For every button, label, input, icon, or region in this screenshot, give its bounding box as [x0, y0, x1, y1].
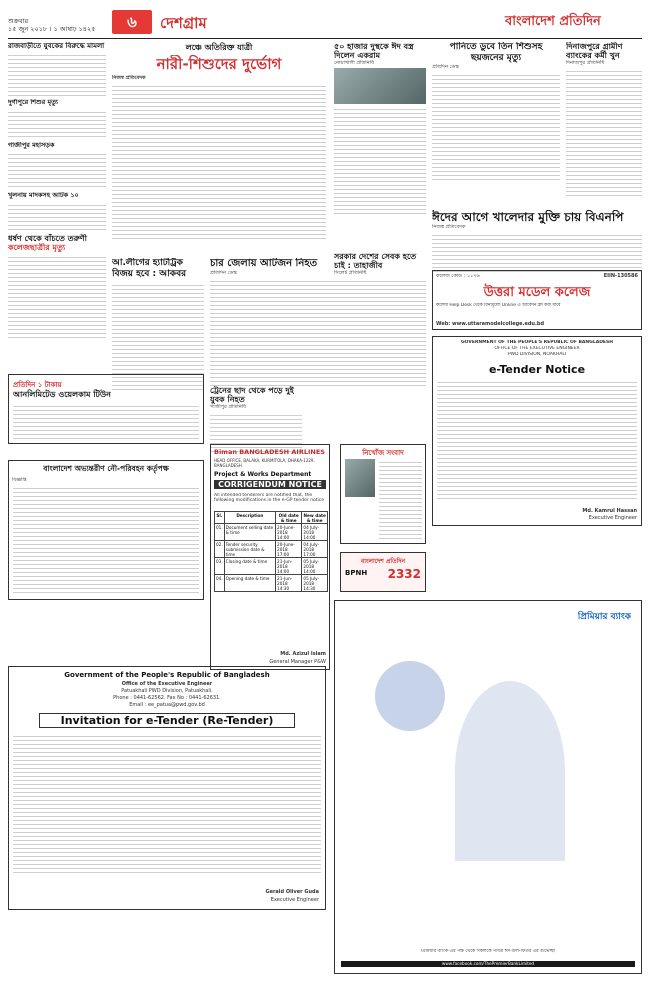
biman-cell-sl: 02. [215, 541, 225, 558]
biman-cell-sl: 01. [215, 524, 225, 541]
newspaper-logo: বাংলাদেশ প্রতিদিন [505, 14, 601, 29]
train-story [210, 386, 302, 452]
biman-cell-desc: Closing date & time [224, 558, 275, 575]
uttara-eiin: EIIN-130586 [603, 273, 638, 279]
top-story-body [112, 83, 326, 241]
bank-story [566, 42, 642, 198]
biman-cell-new: 04 July-2018 17:00 [302, 541, 328, 558]
eid-story-headline: ৫০ হাজার দুস্থকে ঈদ বস্ত্র দিলেন একরাম [334, 42, 414, 60]
bnp-story-headline: ঈদের আগে খালেদার মুক্তি চায় বিএনপি [432, 210, 624, 224]
etender-office: OFFICE OF THE EXECUTIVE ENGINEER [494, 346, 580, 351]
drown-story-headline: পানিতে ডুবে তিন শিশুসহ ছয়জনের মৃত্যু [449, 42, 543, 63]
invite-office: Office of the Executive Engineer [121, 681, 213, 687]
section-title: দেশগ্রাম [160, 14, 207, 32]
premier-bank-ad [334, 600, 642, 974]
bp-line1: বাংলাদেশ প্রতিদিন [360, 558, 406, 565]
premier-moon-icon [375, 661, 445, 731]
biman-sign: Md. Azizul Islam [280, 651, 326, 657]
navy-ad [8, 460, 204, 600]
tune-ad-table [13, 403, 199, 439]
train-story-byline: গাজীপুর প্রতিনিধি [210, 404, 246, 410]
etender-table [437, 379, 637, 499]
uttara-title: উত্তরা মডেল কলেজ [483, 285, 591, 300]
etender-gov: GOVERNMENT OF THE PEOPLE'S REPUBLIC OF BANGLADESH [460, 340, 614, 345]
issue-date: শুক্রবার ১৫ জুন ২০১৮ । ১ আষাঢ় ১৪২৫ [8, 17, 96, 33]
biman-cell-old: 21-Jun-2018 14:30 [276, 575, 302, 592]
uttara-tagline: কলেজ Help Desk থেকে বিনামূল্যে Online এ আবেদন ফ্রী করা যাবে [436, 303, 561, 308]
missing-title: নিখোঁজ সংবাদ [362, 449, 404, 457]
header-rule [8, 38, 642, 39]
invite-table [13, 733, 321, 873]
bp-number: 2332 [387, 567, 421, 581]
bp-line2: BPNH [345, 569, 368, 577]
bank-story-body [566, 68, 642, 198]
sheikh-story-body [334, 278, 426, 388]
etender-title: e-Tender Notice [488, 363, 586, 376]
drown-story [432, 42, 560, 182]
top-story-byline: নিজস্ব প্রতিবেদক [112, 75, 146, 81]
tune-ad [8, 374, 204, 444]
bank-story-headline: দিনাজপুরে গ্রামীণ ব্যাংকের কর্মী খুন [566, 42, 623, 60]
left-body-1 [8, 52, 106, 96]
sheikh-story-headline: সরকার দেশের সেবক হতে চাই : তাহাজীব [334, 252, 417, 270]
bnp-story-byline: নিজস্ব প্রতিবেদক [432, 224, 466, 230]
sheikh-story-byline: সিলেট প্রতিনিধি [334, 270, 367, 276]
eid-story-byline: নোয়াখালী প্রতিনিধি [334, 60, 374, 66]
navy-title: বাংলাদেশ অভ্যন্তরীণ নৌ-পরিবহন কর্তৃপক্ষ [43, 464, 169, 473]
charjela-story-headline: চার জেলায় আটজন নিহত [210, 258, 318, 269]
left-headline-1: রাজবাড়ীতে যুবকের বিরুদ্ধে মামলা [8, 42, 105, 50]
biman-cell-desc: Document selling date & time [224, 524, 275, 541]
missing-body [379, 459, 422, 539]
biman-table-row [215, 541, 328, 558]
left-body-4 [8, 202, 106, 230]
page-number: ৬ [112, 10, 152, 34]
biman-table: Sl. Description Old date & time New date & time 01. Document selling date & time 20-June-2018 14:00 04 July-2018 14:00 02. Tender security submission date & time 20-June-2018 17:00 04 July-2018 17:00 03. Closing date & time 21-Jun-2018 14:00 05 July-2018 14:00 04. Opening date & time 21-Jun-2018 14:30 05 July-2018 14:30 [216, 512, 326, 591]
invite-title: Invitation for e-Tender (Re-Tender) [39, 713, 295, 728]
uttara-web: Web: www.uttaramodelcollege.edu.bd [436, 321, 545, 327]
left-headline-4: খুলনায় মাদকসহ আটক ১০ [8, 192, 79, 199]
invite-sign: Gerald Oliver Guda [265, 889, 319, 895]
biman-cell-desc: Opening date & time [224, 575, 275, 592]
bp-ad [340, 552, 426, 592]
drown-story-byline: প্রতিদিন ডেস্ক [432, 64, 459, 70]
left-headline-5: ধর্ষণ থেকে বাঁচতে তরুণী [8, 233, 87, 243]
bnp-story [432, 210, 642, 272]
biman-cell-old: 20-June-2018 14:00 [276, 524, 302, 541]
biman-notice-title: CORRIGENDUM NOTICE [214, 480, 326, 489]
premier-illustration [455, 681, 565, 861]
uttara-ad [432, 270, 642, 330]
bnp-story-body [432, 232, 642, 272]
awami-story-headline: আ.লীগের হ্যাটট্রিক বিজয় হবে : আকবর [112, 258, 187, 279]
biman-body: All intended tenderers are notified that, the following modifications in the e-GP tender notice [214, 493, 325, 504]
train-story-headline: ট্রেনের ছাদ থেকে পড়ে দুই যুবক নিহত [210, 386, 294, 404]
left-body-2 [8, 109, 106, 139]
missing-photo [345, 459, 375, 497]
uttara-code: কলেজ কোড : ১১৭৬ [436, 273, 480, 279]
invite-email: Email : ee_patua@pwd.gov.bd [129, 702, 205, 708]
charjela-story-byline: প্রতিদিন ডেস্ক [210, 270, 237, 276]
eid-story-photo [334, 68, 426, 104]
biman-table-row [215, 558, 328, 575]
top-story-headline: নারী-শিশুদের দুর্ভোগ [156, 55, 282, 73]
biman-address: HEAD OFFICE, BALAKA, KURMITOLA, DHAKA-1229, BANGLADESH [214, 458, 315, 468]
bank-story-byline: দিনাজপুর প্রতিনিধি [566, 60, 605, 66]
left-body-5 [8, 254, 106, 340]
sheikh-story [334, 252, 426, 388]
navy-sub: বিজ্ঞপ্তি [12, 477, 27, 483]
left-headline-3: গাজীপুর মহাসড়ক [8, 141, 55, 149]
biman-notice [210, 444, 330, 670]
biman-cell-sl: 03. [215, 558, 225, 575]
invite-phone: Phone : 0441-62562. Fax No : 0441-62631. [113, 695, 221, 701]
invitation-tender [8, 666, 326, 910]
biman-cell-new: 05 July-2018 14:30 [302, 575, 328, 592]
left-headline-2: দুর্গাপুরে শিশুর মৃত্যু [8, 99, 58, 106]
invite-div: Patuakhali PWD Division, Patuakhali. [121, 688, 213, 694]
tune-ad-title: আনলিমিটেড ওয়েলকাম টিউন [13, 390, 111, 399]
awami-story [112, 258, 204, 392]
biman-table-row [215, 524, 328, 541]
premier-footer: প্রিমিয়ার ব্যাংক-এর পক্ষ থেকে সকলকে পবিত্র ঈদ-উল-ফিতর এর শুভেচ্ছা [420, 949, 556, 954]
etender-notice [432, 336, 642, 526]
etender-sign2: Executive Engineer [588, 515, 637, 521]
top-story-kicker: লঞ্চে অতিরিক্ত যাত্রী [185, 43, 253, 52]
premier-bank-name: প্রিমিয়ার ব্যাংক [577, 612, 631, 622]
biman-cell-old: 20-June-2018 17:00 [276, 541, 302, 558]
biman-brand: Biman BANGLADESH AIRLINES [214, 448, 325, 456]
eid-story [334, 42, 426, 216]
left-headline-6: কলেজছাত্রীর মৃত্যু [8, 242, 66, 252]
biman-cell-old: 21-Jun-2018 14:00 [276, 558, 302, 575]
biman-cell-sl: 04. [215, 575, 225, 592]
biman-table-row [215, 575, 328, 592]
missing-notice [340, 444, 426, 544]
premier-web: www.facebook.com/ThePremierBankLimited [341, 961, 635, 967]
biman-cell-new: 04 July-2018 14:00 [302, 524, 328, 541]
top-story [112, 42, 326, 241]
eid-story-body [334, 106, 426, 216]
navy-table [13, 485, 199, 595]
drown-story-body [432, 72, 560, 182]
biman-dept: Project & Works Department [214, 471, 312, 478]
tune-ad-sub: প্রতিদিন ১ টাকায় [13, 381, 62, 389]
invite-gov: Government of the People's Republic of Bangladesh [64, 671, 270, 679]
invite-sign2: Executive Engineer [270, 897, 319, 903]
left-body-3 [8, 151, 106, 189]
biman-cell-new: 05 July-2018 14:00 [302, 558, 328, 575]
etender-sign: Md. Kamrul Hassan [582, 508, 637, 514]
etender-div: PWD DIVISION, NOAKHALI [507, 352, 567, 357]
left-column [8, 42, 106, 340]
biman-sign2: General Manager P&W [269, 659, 326, 665]
biman-cell-desc: Tender security submission date & time [224, 541, 275, 558]
